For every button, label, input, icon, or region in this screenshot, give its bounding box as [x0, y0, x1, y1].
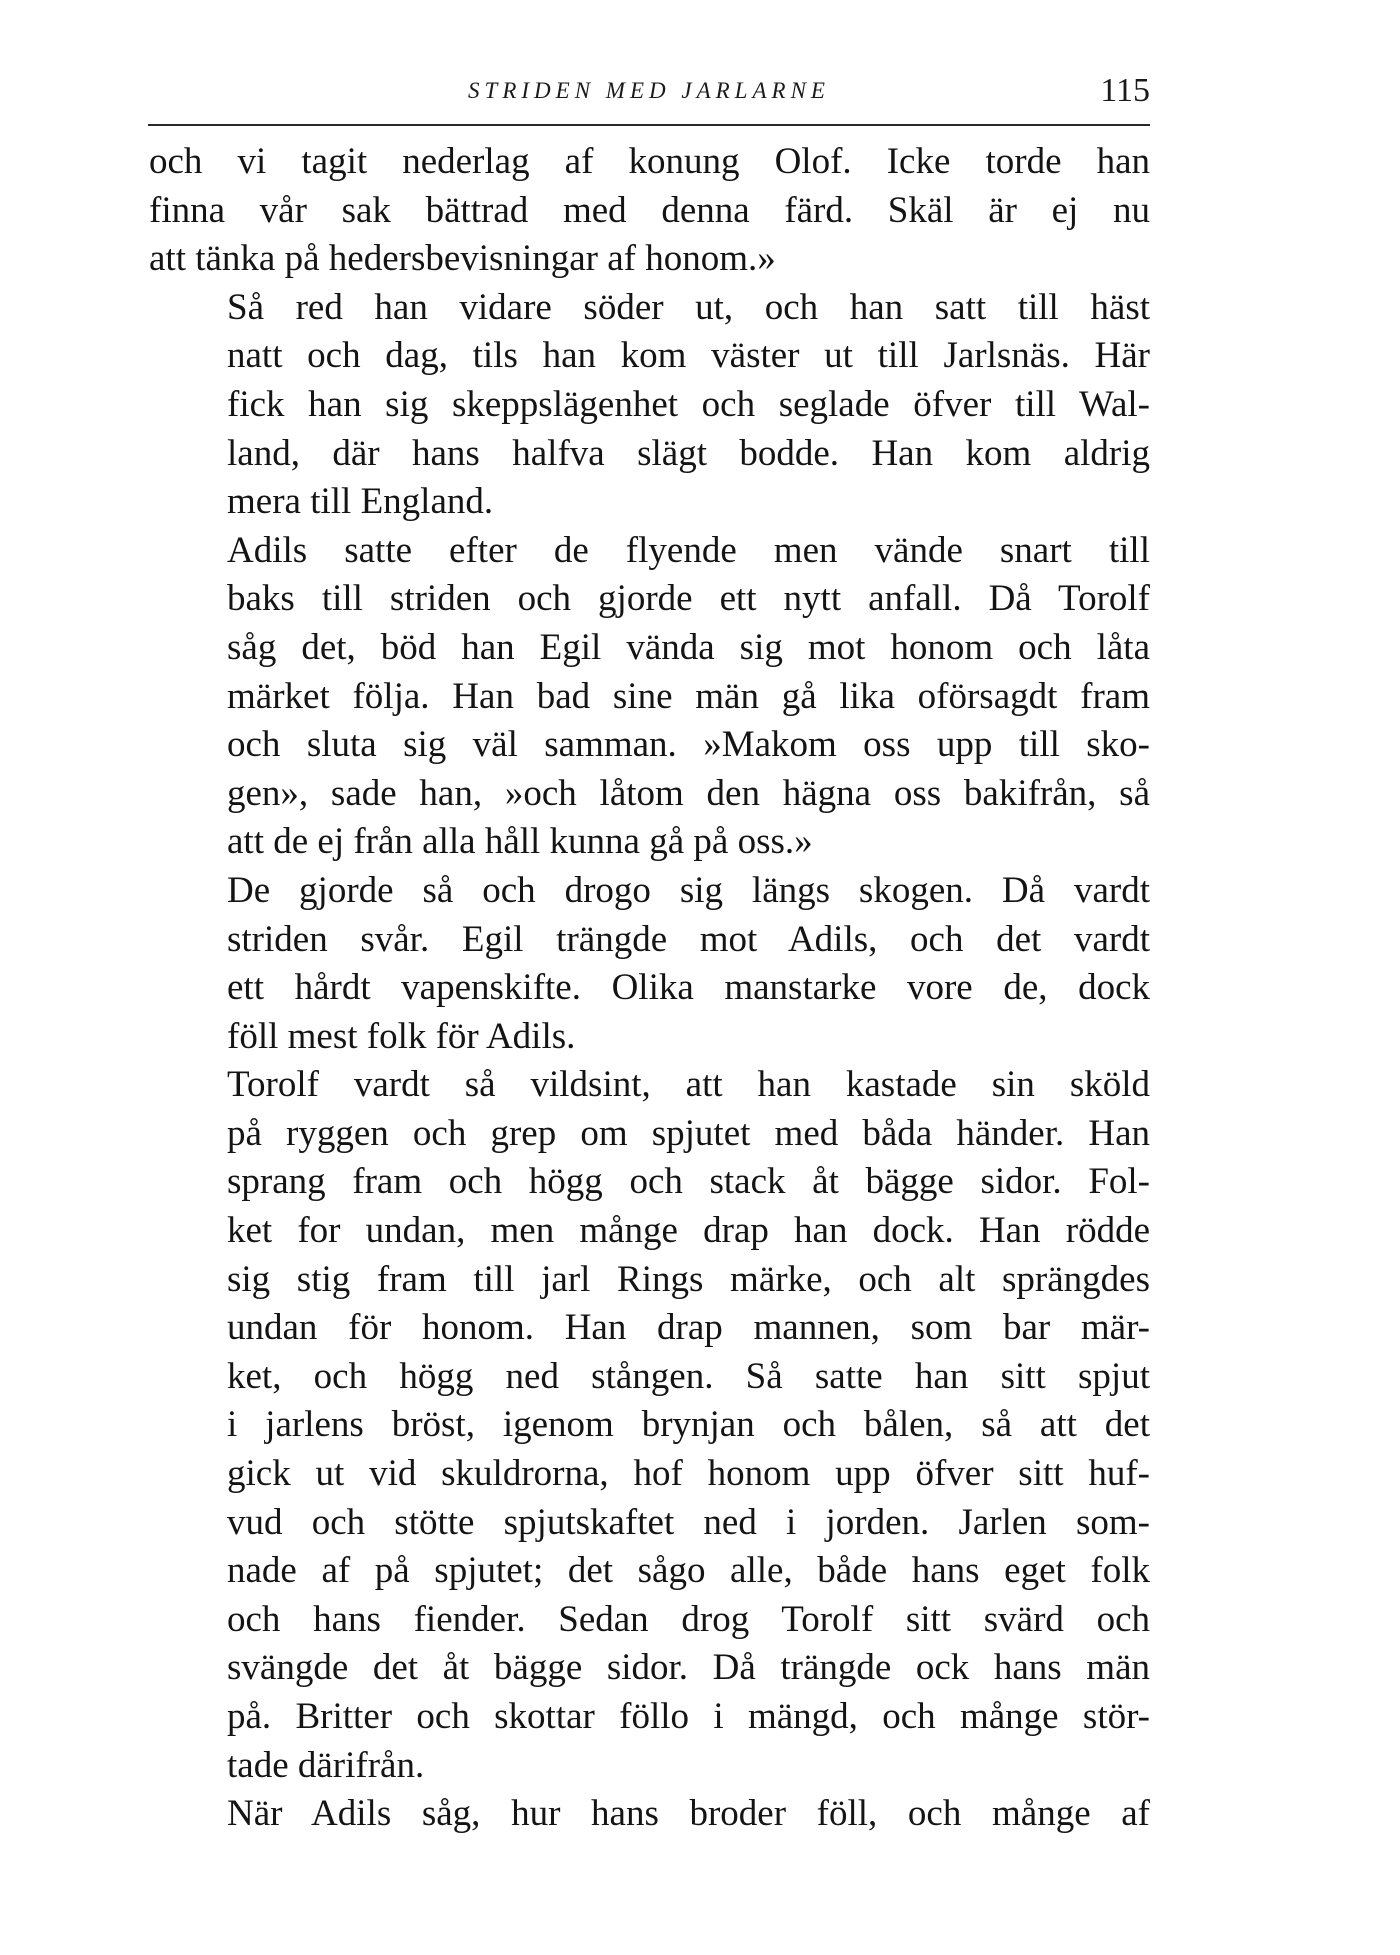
- text-line: att tänka på hedersbevisningar af honom.»: [149, 238, 776, 280]
- text-line: svängde det åt bägge sidor. Då trängde ock hans män: [227, 1647, 1150, 1689]
- body-text: [149, 138, 1150, 1839]
- text-line: och vi tagit nederlag af konung Olof. Icke torde han: [149, 141, 1150, 182]
- text-line: baks till striden och gjorde ett nytt anfall. Då Torolf: [227, 578, 1150, 620]
- text-line: land, där hans halfva slägt bodde. Han kom aldrig: [227, 432, 1150, 474]
- text-line: När Adils såg, hur hans broder föll, och månge af: [227, 1793, 1150, 1835]
- text-line: mera till England.: [227, 481, 494, 523]
- text-line: undan för honom. Han drap mannen, som bar mär-: [227, 1307, 1150, 1349]
- text-line: föll mest folk för Adils.: [227, 1015, 576, 1057]
- text-line: ket for undan, men månge drap han dock. Han rödde: [227, 1210, 1150, 1252]
- paragraph: [149, 138, 1150, 284]
- text-line: finna vår sak bättrad med denna färd. Skäl är ej nu: [149, 189, 1150, 231]
- text-line: De gjorde så och drogo sig längs skogen. Då vardt: [227, 869, 1150, 911]
- text-line: att de ej från alla håll kunna gå på oss.»: [227, 821, 813, 863]
- text-line: på. Britter och skottar föllo i mängd, och månge stör-: [227, 1696, 1150, 1737]
- text-line: natt och dag, tils han kom väster ut till Jarlsnäs. Här: [227, 335, 1150, 377]
- header-rule: [148, 124, 1150, 126]
- text-line: ket, och högg ned stången. Så satte han sitt spjut: [227, 1355, 1150, 1397]
- text-line: sig stig fram till jarl Rings märke, och alt sprängdes: [227, 1258, 1150, 1300]
- text-line: striden svår. Egil trängde mot Adils, och det vardt: [227, 918, 1150, 960]
- text-line: Torolf vardt så vildsint, att han kastade sin sköld: [227, 1064, 1150, 1106]
- text-line: märket följa. Han bad sine män gå lika oförsagdt fram: [227, 675, 1150, 717]
- running-head: [148, 70, 1150, 118]
- running-title: STRIDEN MED JARLARNE: [468, 78, 830, 103]
- page-number: 115: [1100, 72, 1150, 109]
- paragraph: [149, 1790, 1150, 1839]
- paragraph: [149, 527, 1150, 867]
- text-line: gick ut vid skuldrorna, hof honom upp öfver sitt huf-: [227, 1453, 1150, 1495]
- paragraph: [149, 1061, 1150, 1790]
- text-line: och sluta sig väl samman. »Makom oss upp till sko-: [227, 724, 1150, 766]
- text-line: på ryggen och grep om spjutet med båda händer. Han: [227, 1112, 1150, 1154]
- text-line: gen», sade han, »och låtom den hägna oss bakifrån, så: [227, 772, 1150, 814]
- text-line: vud och stötte spjutskaftet ned i jorden. Jarlen som-: [227, 1501, 1150, 1543]
- text-line: såg det, böd han Egil vända sig mot honom och låta: [227, 626, 1150, 668]
- text-line: ett hårdt vapenskifte. Olika manstarke vore de, dock: [227, 967, 1150, 1009]
- text-line: och hans fiender. Sedan drog Torolf sitt svärd och: [227, 1598, 1150, 1640]
- text-line: sprang fram och högg och stack åt bägge sidor. Fol-: [227, 1161, 1150, 1203]
- text-line: tade därifrån.: [227, 1744, 425, 1786]
- text-line: nade af på spjutet; det sågo alle, både hans eget folk: [227, 1550, 1150, 1592]
- paragraph: [149, 867, 1150, 1061]
- paragraph: [149, 284, 1150, 527]
- text-line: Adils satte efter de flyende men vände snart till: [227, 529, 1150, 571]
- text-line: i jarlens bröst, igenom brynjan och bålen, så att det: [227, 1404, 1150, 1446]
- text-line: fick han sig skeppslägenhet och seglade öfver till Wal-: [227, 383, 1150, 425]
- text-line: Så red han vidare söder ut, och han satt till häst: [227, 286, 1150, 328]
